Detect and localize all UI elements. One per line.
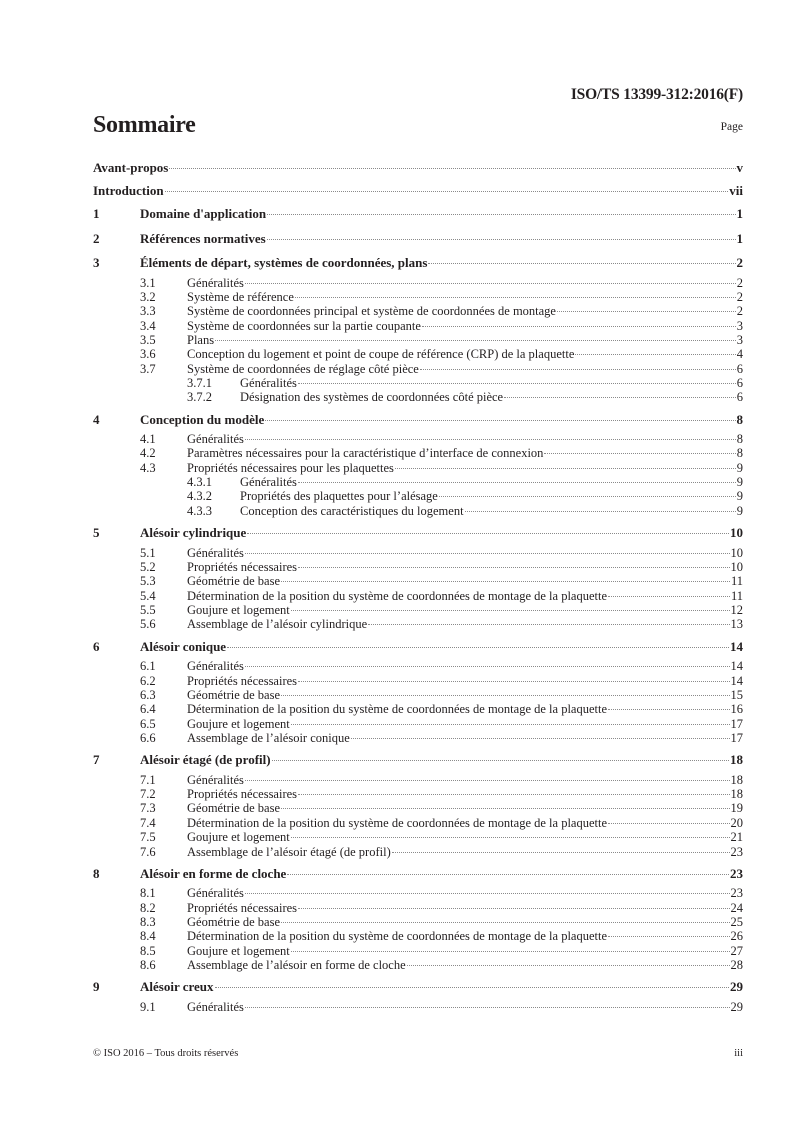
toc-entry-page[interactable]: 24 [730, 900, 743, 915]
document-id: ISO/TS 13399-312:2016(F) [570, 86, 743, 103]
toc-entry-number: 8.5 [140, 943, 156, 958]
toc-subsection-entry[interactable] [93, 901, 743, 915]
toc-subsection-entry[interactable] [93, 304, 743, 318]
toc-entry-title[interactable]: Généralités [240, 375, 297, 390]
toc-entry-number: 4.3 [140, 460, 156, 475]
toc-entry-page[interactable]: 6 [736, 375, 743, 390]
toc-entry-page[interactable]: 8 [736, 411, 743, 427]
toc-entry-page[interactable]: 18 [730, 752, 743, 768]
toc-subsection-entry[interactable] [93, 560, 743, 574]
toc-front-entry[interactable] [93, 180, 743, 203]
toc-entry-title[interactable]: Alésoir étagé (de profil) [140, 752, 271, 768]
toc-entry-title[interactable]: Paramètres nécessaires pour la caractéristique d’interface de connexion [187, 446, 544, 461]
dot-leader [245, 553, 730, 554]
toc-entry-page[interactable]: 1 [736, 230, 743, 246]
toc-entry-title[interactable]: Propriétés nécessaires pour les plaquettes [187, 460, 394, 475]
toc-entry-page[interactable]: 27 [730, 943, 743, 958]
toc-entry-page[interactable]: 6 [736, 361, 743, 376]
toc-entry-title[interactable]: Goujure et logement [187, 943, 290, 958]
toc-entry-number: 6.6 [140, 730, 156, 745]
table-of-contents [93, 157, 743, 1017]
toc-section-entry[interactable] [93, 975, 743, 1000]
dot-leader [420, 369, 736, 370]
toc-entry-page[interactable]: 1 [736, 206, 743, 221]
toc-entry-page[interactable]: 9 [736, 503, 743, 518]
toc-entry-title[interactable]: Assemblage de l’alésoir cylindrique [187, 617, 368, 632]
toc-entry-page[interactable]: 23 [730, 865, 743, 881]
dot-leader [544, 453, 735, 454]
toc-entry-number: 3 [93, 255, 100, 270]
toc-entry-page[interactable]: 10 [730, 560, 743, 574]
toc-entry-page[interactable]: vii [729, 182, 743, 198]
toc-entry-page[interactable]: 13 [730, 617, 743, 632]
toc-entry-number: 5.4 [140, 588, 156, 603]
toc-front-entry[interactable] [93, 157, 743, 180]
toc-entry-title[interactable]: Désignation des systèmes de coordonnées côté pièce [240, 390, 504, 405]
toc-entry-page[interactable]: 11 [730, 574, 743, 589]
toc-section-entry[interactable] [93, 408, 743, 433]
toc-entry-number: 5.2 [140, 560, 156, 574]
dot-leader [351, 738, 730, 739]
toc-subsection-entry[interactable] [93, 845, 743, 859]
toc-subsection-entry[interactable] [93, 574, 743, 588]
toc-subsection-entry[interactable] [93, 276, 743, 290]
toc-entry-title[interactable]: Alésoir conique [140, 638, 227, 654]
toc-entry-title[interactable]: Propriétés des plaquettes pour l’alésage [240, 489, 438, 504]
toc-subsection-entry[interactable] [93, 830, 743, 844]
toc-entry-title[interactable]: Système de coordonnées sur la partie coupante [187, 318, 421, 333]
dot-leader [291, 837, 730, 838]
page-number: iii [734, 1048, 743, 1059]
dot-leader [291, 951, 730, 952]
toc-entry-page[interactable]: 3 [736, 318, 743, 333]
toc-entry-number: 8 [93, 865, 100, 881]
toc-entry-title[interactable]: Assemblage de l’alésoir en forme de cloche [187, 958, 406, 973]
dot-leader [227, 647, 729, 648]
toc-entry-title[interactable]: Conception du logement et point de coupe de référence (CRP) de la plaquette [187, 347, 575, 362]
dot-leader [287, 874, 729, 875]
toc-entry-number: 7.4 [140, 815, 156, 830]
toc-entry-page[interactable]: 21 [730, 830, 743, 845]
toc-entry-page[interactable]: 29 [730, 999, 743, 1014]
toc-subsection-entry[interactable] [93, 717, 743, 731]
toc-section-entry[interactable] [93, 251, 743, 276]
toc-subsection-entry[interactable] [93, 603, 743, 617]
dot-leader [245, 283, 736, 284]
dot-leader [298, 794, 729, 795]
toc-entry-number: 3.7.1 [187, 375, 212, 390]
toc-entry-page[interactable]: 2 [736, 289, 743, 304]
toc-subsection-entry[interactable] [93, 319, 743, 333]
toc-entry-title[interactable]: Généralités [187, 659, 244, 674]
toc-entry-page[interactable]: 3 [736, 332, 743, 347]
toc-subsection-entry[interactable] [93, 915, 743, 929]
dot-leader [439, 496, 736, 497]
toc-entry-number: 7.2 [140, 787, 156, 802]
toc-entry-title[interactable]: Propriétés nécessaires [187, 900, 298, 915]
dot-leader [265, 420, 735, 421]
toc-subsection-entry[interactable] [93, 617, 743, 631]
toc-entry-title[interactable]: Plans [187, 332, 215, 347]
dot-leader [608, 596, 730, 597]
toc-entry-number: 4.1 [140, 432, 156, 447]
toc-subsection-entry[interactable] [93, 432, 743, 446]
toc-entry-number: 5.1 [140, 545, 156, 560]
dot-leader [291, 610, 730, 611]
dot-leader [504, 397, 736, 398]
toc-subsection-entry[interactable] [93, 944, 743, 958]
toc-entry-title[interactable]: Avant-propos [93, 160, 169, 175]
toc-entry-number: 4.3.3 [187, 503, 212, 518]
toc-entry-number: 4 [93, 411, 100, 427]
toc-entry-page[interactable]: 2 [736, 255, 743, 270]
dot-leader [281, 922, 729, 923]
dot-leader [428, 263, 735, 264]
toc-subsection-entry[interactable] [93, 674, 743, 688]
toc-subsection-entry[interactable] [93, 731, 743, 745]
toc-entry-page[interactable]: 8 [736, 432, 743, 447]
dot-leader [267, 214, 735, 215]
toc-entry-page[interactable]: 26 [730, 929, 743, 944]
toc-entry-number: 3.5 [140, 332, 156, 347]
toc-subsection-entry[interactable] [93, 1000, 743, 1014]
toc-subsection-entry[interactable] [93, 290, 743, 304]
toc-subsection-entry[interactable] [93, 589, 743, 603]
toc-entry-page[interactable]: 2 [736, 304, 743, 319]
toc-entry-title[interactable]: Généralités [187, 886, 244, 901]
toc-section-entry[interactable] [93, 748, 743, 773]
toc-subsubsection-entry[interactable] [93, 504, 743, 518]
dot-leader [291, 724, 730, 725]
dot-leader [165, 191, 729, 192]
toc-entry-page[interactable]: 20 [730, 815, 743, 830]
toc-subsection-entry[interactable] [93, 801, 743, 815]
dot-leader [281, 808, 729, 809]
toc-entry-number: 4.2 [140, 446, 156, 461]
toc-entry-number: 4.3.1 [187, 475, 212, 490]
toc-entry-number: 8.1 [140, 886, 156, 901]
toc-entry-title[interactable]: Généralités [187, 545, 244, 560]
toc-entry-title[interactable]: Alésoir creux [140, 979, 214, 995]
toc-entry-title[interactable]: Domaine d'application [140, 206, 267, 221]
toc-entry-page[interactable]: 15 [730, 687, 743, 702]
toc-section-entry[interactable] [93, 862, 743, 887]
dot-leader [295, 297, 736, 298]
toc-subsection-entry[interactable] [93, 773, 743, 787]
toc-entry-page[interactable]: 9 [736, 489, 743, 504]
dot-leader [281, 695, 729, 696]
toc-entry-page[interactable]: 23 [730, 886, 743, 901]
toc-entry-page[interactable]: 17 [730, 716, 743, 731]
toc-entry-title[interactable]: Détermination de la position du système de coordonnées de montage de la plaquette [187, 702, 608, 717]
toc-entry-number: 5.3 [140, 574, 156, 589]
page-column-label: Page [720, 121, 743, 133]
toc-entry-number: 3.4 [140, 318, 156, 333]
toc-entry-page[interactable]: 17 [730, 730, 743, 745]
copyright-notice: © ISO 2016 – Tous droits réservés [93, 1048, 239, 1059]
toc-entry-page[interactable]: 19 [730, 801, 743, 816]
toc-entry-page[interactable]: 11 [730, 588, 743, 603]
toc-entry-number: 3.7 [140, 361, 156, 376]
toc-entry-number: 3.3 [140, 304, 156, 319]
toc-subsubsection-entry[interactable] [93, 489, 743, 503]
toc-entry-title[interactable]: Système de coordonnées de réglage côté pièce [187, 361, 419, 376]
toc-entry-number: 7.3 [140, 801, 156, 816]
dot-leader [575, 354, 735, 355]
toc-entry-title[interactable]: Généralités [187, 772, 244, 787]
dot-leader [407, 965, 730, 966]
toc-entry-page[interactable]: 14 [730, 673, 743, 688]
toc-subsection-entry[interactable] [93, 688, 743, 702]
toc-entry-page[interactable]: 10 [730, 545, 743, 560]
toc-subsection-entry[interactable] [93, 347, 743, 361]
dot-leader [608, 709, 729, 710]
toc-entry-title[interactable]: Propriétés nécessaires [187, 787, 298, 802]
toc-entry-title[interactable]: Géométrie de base [187, 574, 281, 589]
toc-entry-number: 8.6 [140, 958, 156, 973]
toc-subsubsection-entry[interactable] [93, 475, 743, 489]
toc-entry-title[interactable]: Détermination de la position du système de coordonnées de montage de la plaquette [187, 929, 608, 944]
toc-entry-title[interactable]: Généralités [240, 475, 297, 490]
toc-entry-page[interactable]: 2 [736, 275, 743, 290]
toc-entry-number: 9.1 [140, 999, 156, 1014]
toc-entry-number: 6.4 [140, 702, 156, 717]
dot-leader [392, 852, 730, 853]
toc-entry-title[interactable]: Géométrie de base [187, 915, 281, 930]
dot-leader [267, 239, 736, 240]
dot-leader [368, 624, 729, 625]
toc-entry-title[interactable]: Goujure et logement [187, 830, 290, 845]
toc-entry-title[interactable]: Assemblage de l’alésoir étagé (de profil) [187, 844, 391, 859]
toc-entry-number: 3.1 [140, 275, 156, 290]
dot-leader [272, 760, 729, 761]
toc-subsection-entry[interactable] [93, 333, 743, 347]
page-title: Sommaire [93, 112, 196, 138]
toc-entry-number: 5.6 [140, 617, 156, 632]
toc-section-entry[interactable] [93, 202, 743, 227]
toc-entry-number: 4.3.2 [187, 489, 212, 504]
dot-leader [298, 567, 729, 568]
toc-subsection-entry[interactable] [93, 362, 743, 376]
toc-entry-number: 3.2 [140, 289, 156, 304]
dot-leader [245, 1007, 730, 1008]
toc-entry-page[interactable]: 9 [736, 475, 743, 490]
toc-subsection-entry[interactable] [93, 958, 743, 972]
toc-entry-page[interactable]: 18 [730, 772, 743, 787]
dot-leader [298, 681, 729, 682]
dot-leader [245, 666, 730, 667]
dot-leader [247, 533, 729, 534]
toc-subsection-entry[interactable] [93, 787, 743, 801]
dot-leader [557, 311, 736, 312]
toc-section-entry[interactable] [93, 521, 743, 546]
toc-entry-number: 6.3 [140, 687, 156, 702]
toc-entry-title[interactable]: Éléments de départ, systèmes de coordonnées, plans [140, 255, 428, 270]
dot-leader [245, 780, 730, 781]
dot-leader [245, 439, 736, 440]
dot-leader [215, 340, 736, 341]
toc-entry-title[interactable]: Références normatives [140, 230, 266, 246]
toc-subsection-entry[interactable] [93, 446, 743, 460]
dot-leader [169, 168, 735, 169]
toc-entry-title[interactable]: Goujure et logement [187, 716, 290, 731]
toc-entry-page[interactable]: 4 [736, 347, 743, 362]
toc-entry-number: 8.4 [140, 929, 156, 944]
toc-subsection-entry[interactable] [93, 816, 743, 830]
toc-entry-page[interactable]: 9 [736, 460, 743, 475]
dot-leader [395, 468, 736, 469]
toc-entry-page[interactable]: 6 [736, 390, 743, 405]
toc-entry-number: 3.6 [140, 347, 156, 362]
toc-entry-title[interactable]: Géométrie de base [187, 687, 281, 702]
dot-leader [245, 893, 730, 894]
toc-entry-page[interactable]: 14 [730, 638, 743, 654]
toc-subsubsection-entry[interactable] [93, 390, 743, 404]
toc-entry-title[interactable]: Généralités [187, 275, 244, 290]
dot-leader [215, 987, 729, 988]
toc-entry-number: 6.1 [140, 659, 156, 674]
toc-entry-page[interactable]: 18 [730, 787, 743, 802]
toc-subsection-entry[interactable] [93, 929, 743, 943]
toc-entry-title[interactable]: Généralités [187, 432, 244, 447]
toc-entry-number: 1 [93, 206, 100, 221]
toc-subsection-entry[interactable] [93, 886, 743, 900]
toc-entry-number: 5 [93, 525, 100, 541]
toc-entry-title[interactable]: Propriétés nécessaires [187, 673, 298, 688]
toc-entry-title[interactable]: Généralités [187, 999, 244, 1014]
toc-section-entry[interactable] [93, 227, 743, 252]
toc-entry-number: 3.7.2 [187, 390, 212, 405]
toc-entry-title[interactable]: Conception du modèle [140, 411, 265, 427]
toc-entry-number: 2 [93, 230, 100, 246]
toc-entry-number: 7.5 [140, 830, 156, 845]
toc-entry-title[interactable]: Introduction [93, 182, 164, 198]
toc-entry-title[interactable]: Système de référence [187, 289, 294, 304]
toc-entry-title[interactable]: Conception des caractéristiques du logement [240, 503, 464, 518]
dot-leader [298, 383, 736, 384]
toc-entry-page[interactable]: 8 [736, 446, 743, 461]
dot-leader [465, 511, 736, 512]
toc-subsubsection-entry[interactable] [93, 376, 743, 390]
toc-entry-page[interactable]: 10 [730, 525, 743, 541]
toc-entry-title[interactable]: Goujure et logement [187, 603, 290, 618]
section-gap [93, 1014, 743, 1017]
toc-entry-number: 6 [93, 638, 100, 654]
toc-entry-page[interactable]: 16 [730, 702, 743, 717]
toc-subsection-entry[interactable] [93, 546, 743, 560]
toc-entry-number: 6.5 [140, 716, 156, 731]
toc-entry-page[interactable]: 12 [730, 603, 743, 618]
toc-entry-number: 9 [93, 979, 100, 995]
toc-entry-page[interactable]: 23 [730, 844, 743, 859]
toc-entry-number: 8.3 [140, 915, 156, 930]
dot-leader [422, 326, 736, 327]
toc-entry-number: 7.1 [140, 772, 156, 787]
toc-entry-title[interactable]: Géométrie de base [187, 801, 281, 816]
toc-entry-page[interactable]: v [736, 160, 743, 175]
toc-entry-title[interactable]: Propriétés nécessaires [187, 560, 298, 574]
toc-entry-number: 6.2 [140, 673, 156, 688]
toc-entry-title[interactable]: Assemblage de l’alésoir conique [187, 730, 350, 745]
dot-leader [608, 823, 729, 824]
dot-leader [298, 908, 729, 909]
toc-section-entry[interactable] [93, 635, 743, 660]
toc-entry-number: 7 [93, 752, 100, 768]
toc-subsection-entry[interactable] [93, 702, 743, 716]
dot-leader [608, 936, 729, 937]
dot-leader [281, 581, 730, 582]
toc-entry-title[interactable]: Système de coordonnées principal et système de coordonnées de montage [187, 304, 556, 319]
toc-entry-title[interactable]: Détermination de la position du système de coordonnées de montage de la plaquette [187, 588, 608, 603]
toc-subsection-entry[interactable] [93, 659, 743, 673]
toc-entry-title[interactable]: Alésoir cylindrique [140, 525, 247, 541]
dot-leader [298, 482, 736, 483]
toc-subsection-entry[interactable] [93, 461, 743, 475]
toc-entry-page[interactable]: 29 [730, 979, 743, 995]
toc-entry-page[interactable]: 28 [730, 958, 743, 973]
toc-entry-number: 7.6 [140, 844, 156, 859]
toc-entry-page[interactable]: 14 [730, 659, 743, 674]
toc-entry-number: 8.2 [140, 900, 156, 915]
toc-entry-number: 5.5 [140, 603, 156, 618]
toc-entry-title[interactable]: Détermination de la position du système de coordonnées de montage de la plaquette [187, 815, 608, 830]
toc-entry-page[interactable]: 25 [730, 915, 743, 930]
toc-entry-title[interactable]: Alésoir en forme de cloche [140, 865, 287, 881]
